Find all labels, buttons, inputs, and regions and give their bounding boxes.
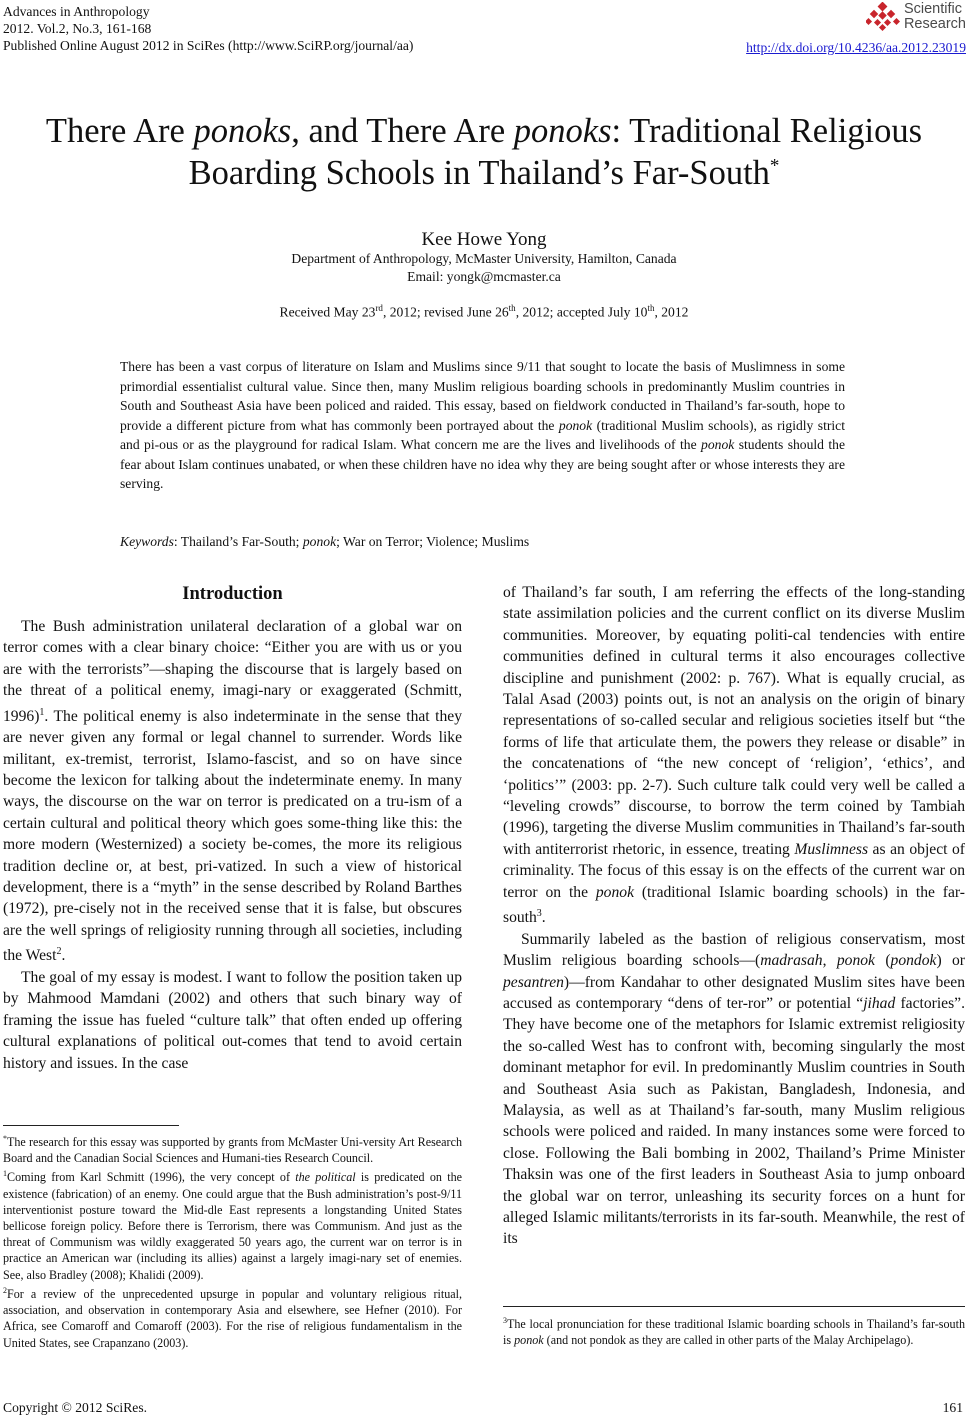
footnote-1-italic: the political <box>295 1170 356 1185</box>
accepted-year: , 2012 <box>654 304 689 320</box>
paragraph-4-text-f: factories”. They have become one of the metaphors for Islamic extremist religiosity the so-called West has to confront with, becoming singularly the most dominant metaphor for evil. In predominantly Muslim countries in South and Southeast Asia such as Pakistan, Bangladesh, Indonesia, and Malaysia, as well as at Thailand’s far-south, many Muslim religious schools were policed and raided. In many instances some were forced to close. Following the Bali bombing in 2002, Thailand’s Prime Minister Thaksin was one of the first leaders in Southeast Asia to jump onboard the global war on terror, unleashing its security forces on a hunt for alleged Islamic militants/terrorists in its far-south. Meanwhile, the rest of its <box>503 994 965 1248</box>
abstract-text-3: students should the fear about Islam continues unabated, or when these children have no idea why they are being sought after or whose interests they are serving. <box>120 437 845 491</box>
paragraph-4-text-e: )—from Kandahar to other designated Muslim sites have been accused as contemporary “dens of ter-ror” or potential “ <box>503 973 965 1012</box>
accepted-sup: th <box>647 303 655 313</box>
paragraph-4-italic-4: pesantren <box>503 973 564 991</box>
footnote-3-italic: ponok <box>514 1333 544 1348</box>
author-name: Kee Howe Yong <box>421 229 547 250</box>
paragraph-3-italic-1: Muslimness <box>794 840 869 858</box>
keywords <box>120 534 845 550</box>
footnote-1-text-b: is predicated on the existence (fabrication) of an enemy. One could argue that the Bush administration’s post-9/11 interventionist posture toward the Mid-dle East represents a longstanding United States bellicose foreign policy. Before there is Terrorism, there was Communism. And just as the threat of Communism was wildly exaggerated 50 years ago, the current war on terror is in practice an American war (including its allies) against a largely imagi-nary set of enemies. See, also Bradley (2008); Khalidi (2009). <box>3 1170 462 1282</box>
title-line-1 <box>0 110 968 152</box>
column-right <box>503 582 965 1250</box>
footnote-star-text: The research for this essay was supported by grants from McMaster Uni-versity Art Research Board and the Canadian Social Sciences and Humani-ties Research Council. <box>3 1135 462 1166</box>
received-text: Received May 23 <box>279 304 376 320</box>
paragraph-4 <box>503 929 965 1250</box>
publisher-logo <box>866 2 966 32</box>
revised-sup: th <box>508 303 516 313</box>
paragraph-1 <box>3 616 462 967</box>
received-dates <box>0 303 968 321</box>
paragraph-3-italic-2: ponok <box>595 883 634 901</box>
footnotes-left <box>3 1131 462 1351</box>
keywords-italic: ponok <box>302 534 337 549</box>
keywords-text-1: : Thailand’s Far-South; <box>173 534 303 549</box>
footnote-2 <box>3 1283 462 1351</box>
title-text-1: There Are <box>45 112 194 150</box>
page-number: 161 <box>942 1400 963 1415</box>
accepted-text: , 2012; accepted July 10 <box>515 304 648 320</box>
journal-name: Advances in Anthropology <box>3 4 150 19</box>
footnote-3 <box>503 1313 965 1348</box>
footnote-1 <box>3 1166 462 1282</box>
paragraph-3-text-a: of Thailand’s far south, I am referring the effects of the long-standing state assimilation policies and the current conflict on its diverse Muslim communities. Moreover, by equating politi-cal tendencies with entire communities defined in cultural terms it also encourages collective discipline and punishment (2002: p. 767). What is equally crucial, as Talal Asad (2003) points out, is not an analysis on the origin of binary representations of so-called secular and religious societies itself but “the forms of life that articulate them, the powers they release or disable” in the concatenations of “the new concept of ‘religion’, ‘ethics’, and ‘politics’” (2003: pp. 2-7). Such culture talk could very well be called a “leveling crowds” discourse, to borrow the term coined by Tambiah (1996), targeting the diverse Muslim communities in Thailand’s far-south with antiterrorist rhetoric, in essence, treating <box>503 584 965 858</box>
paragraph-4-italic-1: madrasah <box>760 952 823 970</box>
logo-line-1: Scientific <box>903 1 962 17</box>
logo-line-2: Research <box>903 16 966 32</box>
footnote-star <box>3 1131 462 1166</box>
keywords-text-2: ; War on Terror; Violence; Muslims <box>336 534 530 549</box>
published-line: Published Online August 2012 in SciRes (http://www.SciRP.org/journal/aa) <box>3 38 414 53</box>
footnote-3-mark: 3 <box>503 1316 507 1325</box>
abstract-italic-1: ponok <box>558 417 593 433</box>
doi-link[interactable]: http://dx.doi.org/10.4236/aa.2012.23019 <box>746 40 966 55</box>
title-italic-1: ponoks <box>193 112 292 150</box>
footnote-rule-right <box>503 1306 965 1307</box>
section-heading-introduction: Introduction <box>182 584 283 604</box>
paragraph-4-text-b: , <box>822 952 837 970</box>
paragraph-1-text-c: . <box>61 947 66 965</box>
scientific-research-logo-icon <box>866 2 900 32</box>
paragraph-2: The goal of my essay is modest. I want to follow the position taken up by Mahmood Mamdani (2002) and others that such binary way of framing the issue has fueled “culture talk” that often ended up offering cultural explanations of political out-comes that tend to avoid certain history and issues. In the case <box>3 968 462 1072</box>
paragraph-3-text-d: . <box>541 909 546 927</box>
paragraph-4-italic-3: pondok <box>890 952 937 970</box>
footnote-1-text-a: Coming from Karl Schmitt (1996), the very concept of <box>7 1170 296 1185</box>
paragraph-4-text-a: Summarily labeled as the bastion of religious conservatism, most Muslim religious boarding schools—( <box>503 930 965 970</box>
paragraph-4-italic-2: ponok <box>836 952 875 970</box>
abstract-text-2: (traditional Muslim schools), as rigidly strict and pi-ous or as the playground for radical Islam. What concern me are the lives and livelihoods of the <box>120 417 845 452</box>
footnotes-right <box>503 1313 965 1348</box>
footnote-2-text: For a review of the unprecedented upsurge in popular and voluntary religious ritual, association, and observation in contemporary Asia and elsewhere, see Hefner (2010). For Africa, see Comaroff and Comaroff (2003). For the rise of religious fundamentalism in the United States, see Crapanzano (2003). <box>3 1286 462 1350</box>
paragraph-4-text-c: ( <box>874 952 891 970</box>
title-italic-2: ponoks <box>513 112 612 150</box>
title-text-3: : Traditional Religious <box>611 112 923 150</box>
revised-text: , 2012; revised June 26 <box>382 304 509 320</box>
paper-title <box>0 110 968 194</box>
paragraph-4-text-d: ) or <box>936 952 965 970</box>
page-footer <box>3 1400 965 1416</box>
footnote-rule-left <box>3 1125 179 1126</box>
footnote-star-mark: * <box>3 1134 7 1143</box>
column-left <box>3 582 462 1074</box>
paragraph-3-text-b: as an object of criminality. The focus of this essay is on the effects of the current war on terror on the <box>503 840 965 901</box>
title-footnote-mark: * <box>769 155 780 177</box>
keywords-label: Keywords <box>120 534 174 549</box>
paragraph-4-italic-5: jihad <box>863 994 896 1012</box>
copyright: Copyright © 2012 SciRes. <box>3 1400 148 1415</box>
paragraph-1-text-a: The Bush administration unilateral declaration of a global war on terror comes with a clear binary choice: “Either you are with us or you are with the terrorists”—shaping the discourse that is largely based on the threat of a political enemy, imagi-nary or exaggerated (Schmitt, 1996) <box>3 618 462 725</box>
author-affiliation: Department of Anthropology, McMaster University, Hamilton, Canada <box>291 251 677 266</box>
footnote-ref-2: 2 <box>56 946 62 958</box>
title-line-2 <box>0 152 968 194</box>
journal-volume: 2012. Vol.2, No.3, 161-168 <box>3 21 152 36</box>
abstract-italic-2: ponok <box>701 437 735 452</box>
received-sup: rd <box>375 303 383 313</box>
footnote-3-text-a: The local pronunciation for these traditional Islamic boarding schools in Thailand’s far-south is <box>503 1317 965 1348</box>
title-text-2: , and There Are <box>291 112 514 150</box>
footnote-2-mark: 2 <box>3 1285 7 1295</box>
abstract-text-1: There has been a vast corpus of literature on Islam and Muslims since 9/11 that sought to locate the basis of Muslimness in some primordial essentialist cultural value. Since then, many Muslim religious boarding schools in predominantly Muslim countries in South and Southeast Asia have been policed and raided. This essay, based on fieldwork conducted in Thailand’s far-south, hope to provide a different picture from what has commonly been portrayed about the <box>120 359 845 433</box>
paragraph-3 <box>503 582 965 929</box>
footnote-1-mark: 1 <box>3 1169 7 1179</box>
title-text-4: Boarding Schools in Thailand’s Far-South <box>188 154 770 192</box>
author-affiliation-block <box>0 250 968 286</box>
paragraph-1-text-b: . The political enemy is also indeterminate in the sense that they are never given any formal or legal channel to surrender. Words like militant, ex-tremist, terrorist, Islamo-fascist, and so on have since become the lexicon for talking about the indeterminate enemy. In many ways, the discourse on the war on terror is predicated on a tru-ism of a certain cultural and political theory which goes some-thing like this: the more modern (Westernized) a society be-comes, the more its religious tradition decline or, at best, pri-vatized. In such a view of historical development, there is a “myth” in the sense described by Roland Barthes (1972), pre-cisely not in the received sense that it is false, but obscures are the well springs of religiosity running through all societies, including the West <box>3 707 462 965</box>
logo-wordmark <box>904 2 966 32</box>
footnote-3-text-b: (and not pondok as they are called in other parts of the Malay Archipelago). <box>543 1333 914 1348</box>
abstract <box>120 357 845 494</box>
author-email: Email: yongk@mcmaster.ca <box>407 269 561 284</box>
paragraph-3-text-c: (traditional Islamic boarding schools) in the far-south <box>503 883 965 927</box>
footnote-ref-1: 1 <box>39 706 45 718</box>
footnote-ref-3: 3 <box>536 908 542 920</box>
